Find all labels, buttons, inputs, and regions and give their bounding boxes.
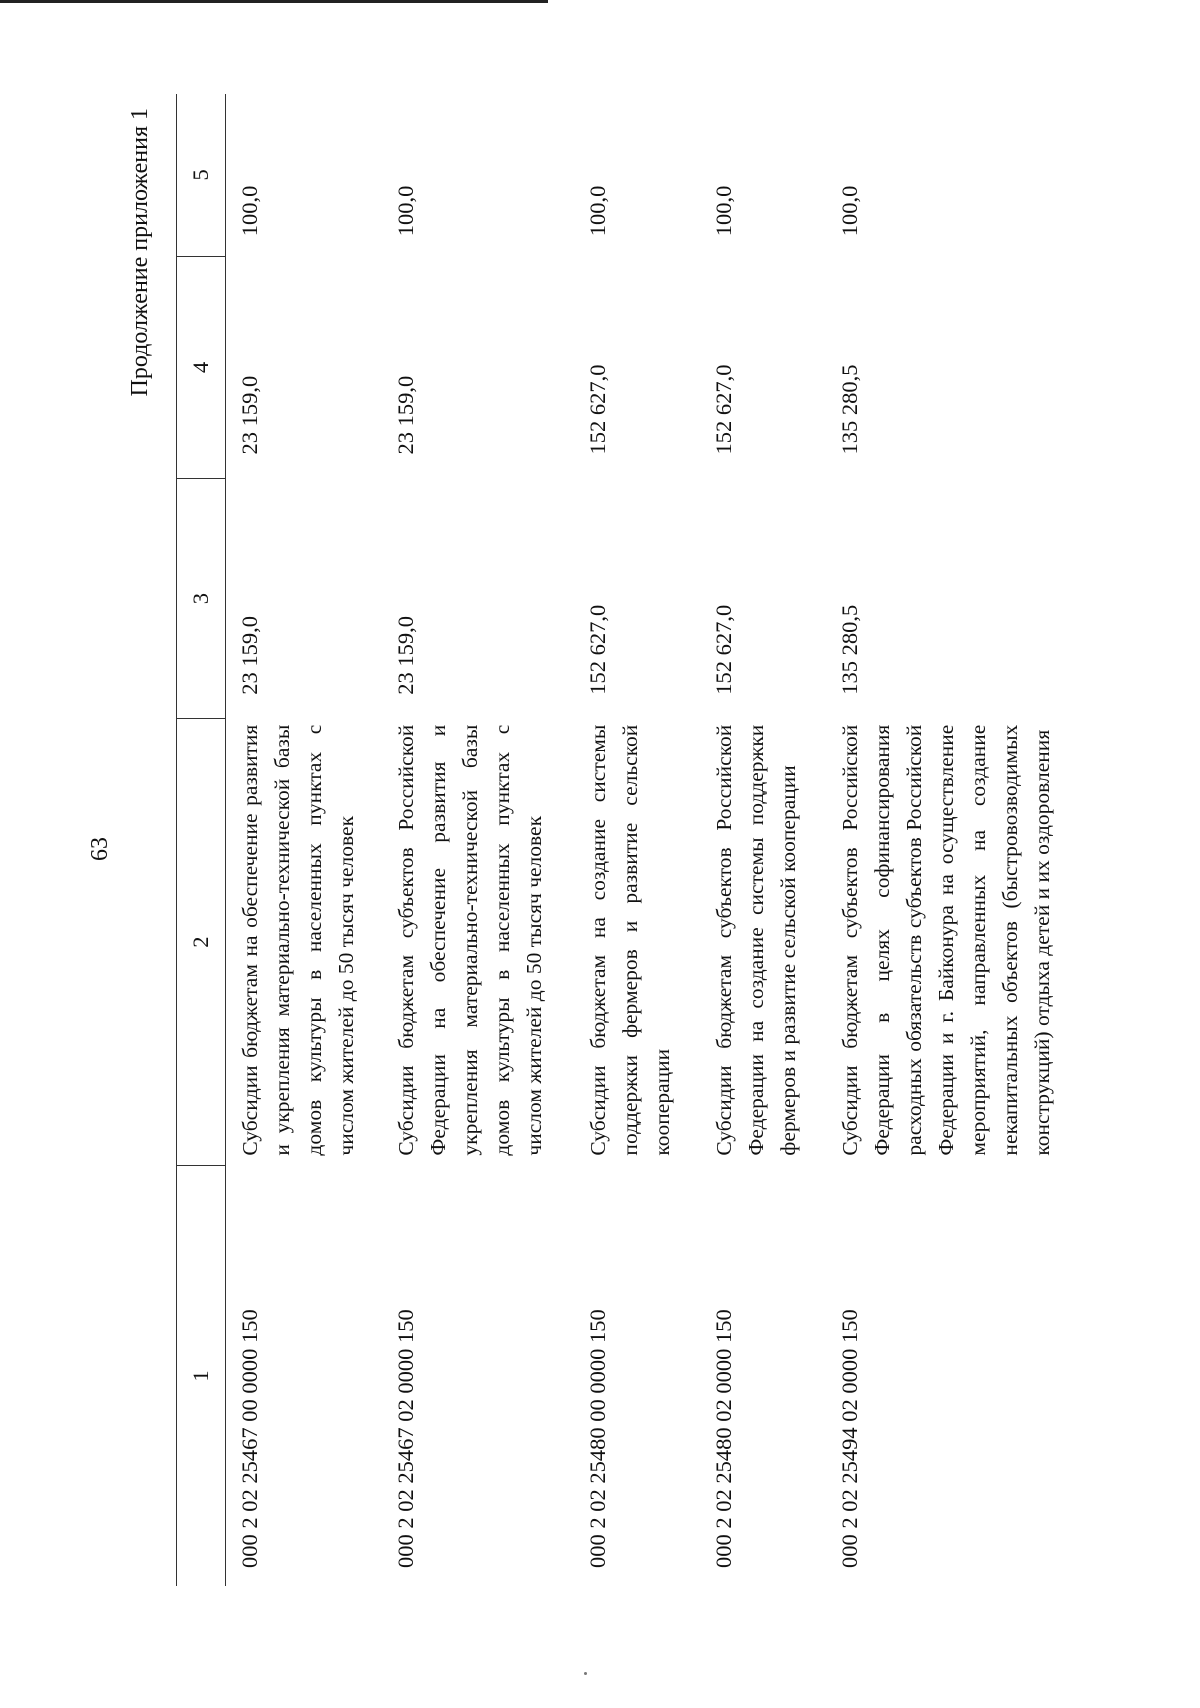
value-col4: 23 159,0 (393, 375, 418, 455)
appendix-table (176, 94, 1058, 1586)
budget-code: 000 2 02 25480 00 0000 150 (585, 1309, 610, 1568)
value-col4: 135 280,5 (837, 364, 862, 455)
value-col5: 100,0 (585, 185, 610, 237)
column-header-5: 5 (177, 94, 226, 256)
value-col3: 152 627,0 (711, 604, 736, 695)
value-col4: 23 159,0 (237, 375, 262, 455)
page-number: 63 (87, 837, 113, 861)
value-col3: 23 159,0 (237, 615, 262, 695)
column-header-4: 4 (177, 256, 226, 478)
row-description: Субсидии бюджетам субъектов Российской Федерации на обеспечение развития и укрепления материально-технической базы домов культуры в населенных пунктах с числом жителей до 50 тысяч человек (394, 724, 546, 1156)
value-col5: 100,0 (393, 185, 418, 237)
budget-code: 000 2 02 25467 02 0000 150 (393, 1309, 418, 1568)
budget-code: 000 2 02 25494 02 0000 150 (837, 1309, 862, 1568)
table-row (390, 94, 582, 1586)
budget-code: 000 2 02 25467 00 0000 150 (237, 1309, 262, 1568)
value-col4: 152 627,0 (711, 364, 736, 455)
value-col5: 100,0 (711, 185, 736, 237)
table-row (708, 94, 834, 1586)
table-row (834, 94, 1058, 1586)
column-header-3: 3 (177, 478, 226, 718)
row-description: Субсидии бюджетам на создание системы поддержки фермеров и развитие сельской кооперации (586, 724, 674, 1156)
continuation-heading: Продолжение приложения 1 (127, 108, 153, 397)
value-col3: 152 627,0 (585, 604, 610, 695)
column-header-2: 2 (177, 719, 226, 1166)
column-header-1: 1 (177, 1166, 226, 1586)
value-col3: 23 159,0 (393, 615, 418, 695)
row-description: Субсидии бюджетам субъектов Российской Федерации в целях софинансирования расходных обязательств субъектов Российской Федерации и г. Байконура на осуществление мероприятий, направленных на создание некапитальных объектов (быстровозводимых конструкций) отдыха детей и их оздоровления (838, 724, 1054, 1156)
budget-code: 000 2 02 25480 02 0000 150 (711, 1309, 736, 1568)
value-col5: 100,0 (237, 185, 262, 237)
value-col4: 152 627,0 (585, 364, 610, 455)
value-col5: 100,0 (837, 185, 862, 237)
row-description: Субсидии бюджетам на обеспечение развития и укрепления материально-технической базы домов культуры в населенных пунктах с числом жителей до 50 тысяч человек (238, 724, 358, 1156)
table-header-row (177, 94, 226, 1586)
row-description: Субсидии бюджетам субъектов Российской Федерации на создание системы поддержки фермеров и развитие сельской кооперации (712, 724, 800, 1156)
table-row (226, 94, 391, 1586)
table-row (582, 94, 708, 1586)
value-col3: 135 280,5 (837, 604, 862, 695)
